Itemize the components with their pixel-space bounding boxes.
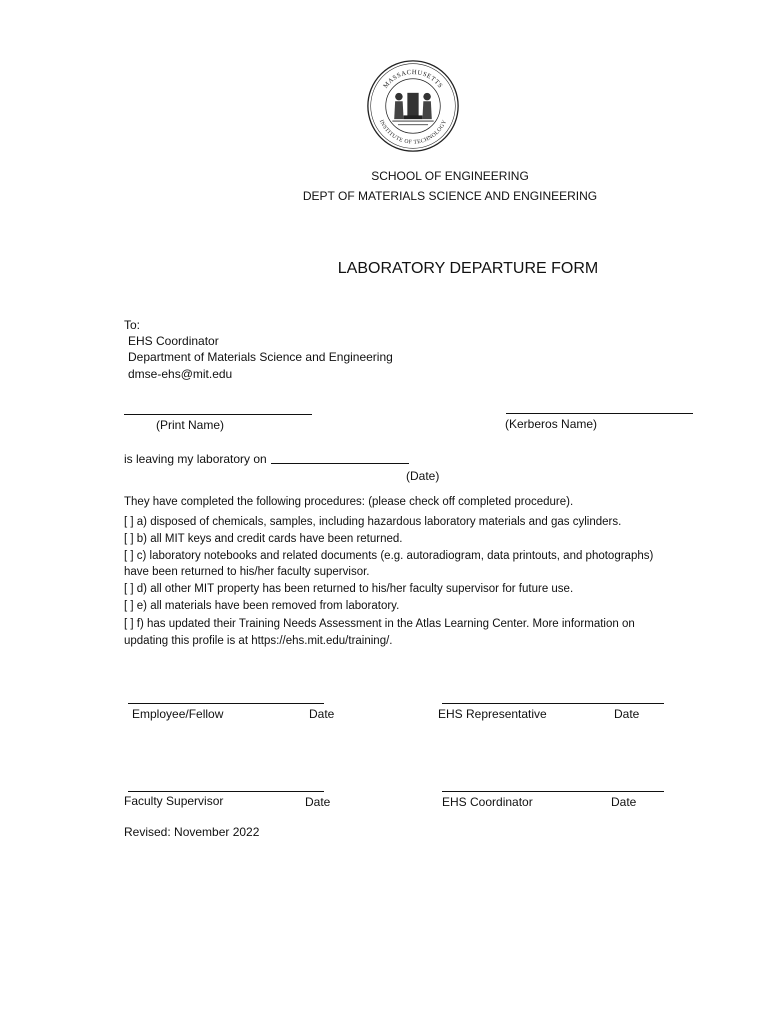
to-email: dmse-ehs@mit.edu bbox=[128, 367, 233, 381]
employee-label: Employee/Fellow bbox=[132, 707, 224, 721]
ehs-rep-signature-line[interactable] bbox=[442, 703, 664, 704]
print-name-label: (Print Name) bbox=[156, 418, 225, 432]
faculty-date-label: Date bbox=[305, 795, 331, 809]
employee-date-label: Date bbox=[309, 707, 335, 721]
ehs-coord-label: EHS Coordinator bbox=[442, 795, 533, 809]
ehs-coord-date-label: Date bbox=[611, 795, 637, 809]
ehs-coord-signature-line[interactable] bbox=[442, 791, 664, 792]
to-recipient: EHS Coordinator bbox=[128, 334, 219, 348]
procedure-c[interactable]: [ ] c) laboratory notebooks and related documents (e.g. autoradiogram, data printouts, and photographs) bbox=[124, 550, 654, 562]
to-label: To: bbox=[124, 318, 141, 332]
procedure-d[interactable]: [ ] d) all other MIT property has been returned to his/her faculty supervisor for future use. bbox=[124, 583, 574, 595]
kerberos-name-label: (Kerberos Name) bbox=[505, 417, 598, 431]
mit-seal-logo bbox=[366, 59, 460, 153]
svg-text:MASSACHUSETTS bbox=[382, 69, 444, 90]
procedure-c-continued: have been returned to his/her faculty supervisor. bbox=[124, 566, 370, 578]
ehs-rep-date-label: Date bbox=[614, 707, 640, 721]
procedure-b[interactable]: [ ] b) all MIT keys and credit cards have been returned. bbox=[124, 533, 403, 545]
ehs-rep-label: EHS Representative bbox=[438, 707, 547, 721]
procedures-intro: They have completed the following procedures: (please check off completed procedure). bbox=[124, 496, 574, 508]
form-title: LABORATORY DEPARTURE FORM bbox=[337, 260, 599, 277]
leaving-date-label: (Date) bbox=[406, 469, 440, 483]
school-name: SCHOOL OF ENGINEERING bbox=[371, 169, 529, 183]
faculty-signature-line[interactable] bbox=[128, 791, 324, 792]
procedure-f[interactable]: [ ] f) has updated their Training Needs Assessment in the Atlas Learning Center. More information on bbox=[124, 618, 635, 630]
faculty-label: Faculty Supervisor bbox=[124, 794, 224, 808]
kerberos-name-line[interactable] bbox=[506, 413, 693, 414]
leaving-text: is leaving my laboratory on bbox=[124, 452, 267, 466]
to-department: Department of Materials Science and Engineering bbox=[128, 350, 393, 364]
procedure-e[interactable]: [ ] e) all materials have been removed from laboratory. bbox=[124, 600, 400, 612]
leaving-date-line[interactable] bbox=[271, 463, 409, 464]
seal-bottom-text: INSTITUTE OF TECHNOLOGY bbox=[377, 119, 449, 146]
print-name-line[interactable] bbox=[124, 414, 312, 415]
svg-text:INSTITUTE OF TECHNOLOGY bbox=[378, 119, 448, 146]
procedure-f-continued: updating this profile is at https://ehs.mit.edu/training/. bbox=[124, 635, 393, 647]
seal-top-text: MASSACHUSETTS bbox=[382, 68, 444, 90]
department-name: DEPT OF MATERIALS SCIENCE AND ENGINEERING bbox=[302, 189, 598, 203]
employee-signature-line[interactable] bbox=[128, 703, 324, 704]
procedure-a[interactable]: [ ] a) disposed of chemicals, samples, including hazardous laboratory materials and gas cylinders. bbox=[124, 516, 622, 528]
revised-date: Revised: November 2022 bbox=[124, 825, 260, 839]
